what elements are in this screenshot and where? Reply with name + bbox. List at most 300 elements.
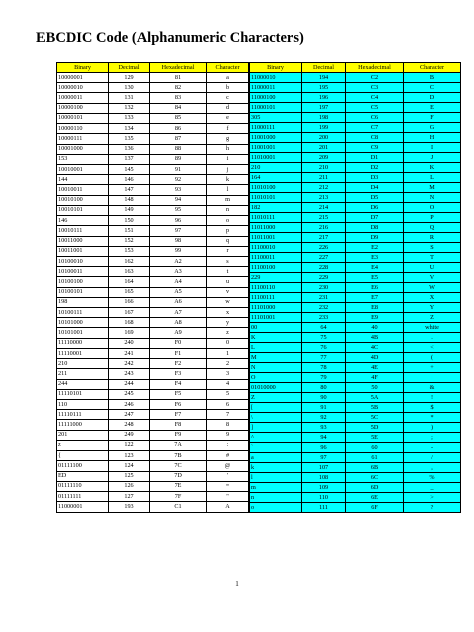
cell-character: y xyxy=(207,318,249,328)
cell-character: a xyxy=(207,73,249,83)
cell-binary: 198 xyxy=(57,297,109,307)
cell-hexadecimal: 6F xyxy=(346,503,404,513)
cell-binary: 11011000 xyxy=(250,223,302,233)
cell-hexadecimal: 5A xyxy=(346,393,404,403)
cell-hexadecimal: F2 xyxy=(150,359,207,369)
table-row xyxy=(250,223,461,233)
cell-character: ! xyxy=(404,393,461,403)
cell-character: r xyxy=(207,246,249,256)
cell-character: k xyxy=(207,175,249,185)
cell-character: # xyxy=(207,451,249,461)
cell-character: X xyxy=(404,293,461,303)
cell-hexadecimal: D2 xyxy=(346,163,404,173)
cell-character: t xyxy=(207,267,249,277)
cell-hexadecimal: E3 xyxy=(346,253,404,263)
cell-binary: 10010101 xyxy=(57,205,109,215)
cell-character: n xyxy=(207,205,249,215)
cell-character: A xyxy=(207,502,249,513)
cell-character: > xyxy=(404,493,461,503)
cell-hexadecimal: 85 xyxy=(150,113,207,123)
cell-decimal: 124 xyxy=(109,461,150,471)
cell-binary: 11010001 xyxy=(250,153,302,163)
cell-decimal: 168 xyxy=(109,318,150,328)
cell-decimal: 215 xyxy=(302,213,346,223)
cell-character: 2 xyxy=(207,359,249,369)
table-row xyxy=(57,440,249,450)
cell-hexadecimal: 87 xyxy=(150,134,207,144)
table-row xyxy=(250,413,461,423)
cell-character: p xyxy=(207,226,249,236)
cell-decimal: 217 xyxy=(302,233,346,243)
cell-character: 3 xyxy=(207,369,249,379)
cell-binary: 10000110 xyxy=(57,124,109,134)
cell-decimal: 214 xyxy=(302,203,346,213)
table-row xyxy=(250,283,461,293)
table-row xyxy=(250,273,461,283)
header-binary: Binary xyxy=(250,63,302,73)
table-row xyxy=(250,213,461,223)
cell-decimal: 199 xyxy=(302,123,346,133)
cell-decimal: 245 xyxy=(109,389,150,399)
cell-hexadecimal: 98 xyxy=(150,236,207,246)
cell-character: * xyxy=(404,413,461,423)
cell-binary: 10000100 xyxy=(57,103,109,113)
table-row xyxy=(250,463,461,473)
cell-decimal: 127 xyxy=(109,491,150,501)
table-row xyxy=(57,389,249,399)
cell-binary: 146 xyxy=(57,216,109,226)
cell-hexadecimal: 60 xyxy=(346,443,404,453)
cell-binary: 10010111 xyxy=(57,226,109,236)
cell-character: 5 xyxy=(207,389,249,399)
cell-character: c xyxy=(207,93,249,103)
cell-decimal: 92 xyxy=(302,413,346,423)
table-row xyxy=(57,287,249,297)
header-hexadecimal: Hexadecimal xyxy=(346,63,404,73)
cell-character: C xyxy=(404,83,461,93)
cell-binary: 00 xyxy=(250,323,302,333)
table-row xyxy=(250,373,461,383)
cell-decimal: 243 xyxy=(109,369,150,379)
cell-character: 4 xyxy=(207,379,249,389)
cell-binary: 10010011 xyxy=(57,185,109,195)
cell-decimal: 216 xyxy=(302,223,346,233)
cell-character: Q xyxy=(404,223,461,233)
cell-decimal: 213 xyxy=(302,193,346,203)
cell-hexadecimal: 82 xyxy=(150,83,207,93)
cell-hexadecimal: C7 xyxy=(346,123,404,133)
header-decimal: Decimal xyxy=(302,63,346,73)
cell-decimal: 240 xyxy=(109,338,150,348)
cell-binary: 10100011 xyxy=(57,267,109,277)
table-row xyxy=(250,353,461,363)
table-row xyxy=(250,473,461,483)
cell-hexadecimal: 99 xyxy=(150,246,207,256)
cell-binary: 11000001 xyxy=(57,502,109,513)
cell-hexadecimal: A2 xyxy=(150,256,207,266)
cell-character: I xyxy=(404,143,461,153)
cell-binary: 11010100 xyxy=(250,183,302,193)
cell-character: Z xyxy=(404,313,461,323)
cell-decimal: 94 xyxy=(302,433,346,443)
cell-decimal: 249 xyxy=(109,430,150,440)
cell-character: P xyxy=(404,213,461,223)
table-row xyxy=(57,308,249,318)
cell-character: b xyxy=(207,83,249,93)
cell-hexadecimal: 7D xyxy=(150,471,207,481)
cell-binary: 11101000 xyxy=(250,303,302,313)
cell-binary: K xyxy=(250,333,302,343)
cell-hexadecimal: D1 xyxy=(346,153,404,163)
table-row xyxy=(250,153,461,163)
table-row xyxy=(250,203,461,213)
cell-hexadecimal: 96 xyxy=(150,216,207,226)
table-row xyxy=(57,164,249,174)
cell-decimal: 75 xyxy=(302,333,346,343)
cell-binary: ` xyxy=(250,443,302,453)
cell-binary: 11000010 xyxy=(250,73,302,83)
table-row xyxy=(57,216,249,226)
cell-hexadecimal: A4 xyxy=(150,277,207,287)
cell-binary: 10010100 xyxy=(57,195,109,205)
cell-character: + xyxy=(404,363,461,373)
cell-character: s xyxy=(207,256,249,266)
tables-container xyxy=(56,62,461,513)
cell-decimal: 137 xyxy=(109,154,150,164)
cell-character: - xyxy=(404,443,461,453)
cell-character: J xyxy=(404,153,461,163)
cell-decimal: 146 xyxy=(109,175,150,185)
cell-hexadecimal: 88 xyxy=(150,144,207,154)
table-row xyxy=(57,144,249,154)
cell-decimal: 193 xyxy=(109,502,150,513)
table-row xyxy=(57,205,249,215)
cell-hexadecimal: 61 xyxy=(346,453,404,463)
cell-binary: 144 xyxy=(57,175,109,185)
cell-character: V xyxy=(404,273,461,283)
cell-character xyxy=(404,373,461,383)
cell-decimal: 195 xyxy=(302,83,346,93)
cell-character: , xyxy=(404,463,461,473)
cell-character: o xyxy=(207,216,249,226)
cell-hexadecimal: 4D xyxy=(346,353,404,363)
cell-decimal: 123 xyxy=(109,451,150,461)
cell-hexadecimal: E4 xyxy=(346,263,404,273)
cell-hexadecimal: F6 xyxy=(150,400,207,410)
cell-hexadecimal: 6B xyxy=(346,463,404,473)
cell-hexadecimal: 91 xyxy=(150,164,207,174)
table-row xyxy=(57,481,249,491)
cell-character: & xyxy=(404,383,461,393)
cell-hexadecimal: F3 xyxy=(150,369,207,379)
cell-character: K xyxy=(404,163,461,173)
cell-binary: k xyxy=(250,463,302,473)
cell-character: < xyxy=(404,343,461,353)
cell-binary: 10101001 xyxy=(57,328,109,338)
cell-decimal: 198 xyxy=(302,113,346,123)
cell-character: ? xyxy=(404,503,461,513)
cell-hexadecimal: F0 xyxy=(150,338,207,348)
cell-hexadecimal: 7B xyxy=(150,451,207,461)
cell-character: ) xyxy=(404,423,461,433)
table-row xyxy=(57,185,249,195)
cell-decimal: 147 xyxy=(109,185,150,195)
cell-binary: 11110001 xyxy=(57,348,109,358)
cell-binary: 229 xyxy=(250,273,302,283)
cell-decimal: 110 xyxy=(302,493,346,503)
cell-hexadecimal: 93 xyxy=(150,185,207,195)
cell-character: D xyxy=(404,93,461,103)
cell-decimal: 111 xyxy=(302,503,346,513)
cell-character: M xyxy=(404,183,461,193)
cell-decimal: 133 xyxy=(109,113,150,123)
cell-decimal: 148 xyxy=(109,195,150,205)
cell-decimal: 125 xyxy=(109,471,150,481)
table-row xyxy=(250,83,461,93)
cell-decimal: 109 xyxy=(302,483,346,493)
cell-hexadecimal: 84 xyxy=(150,103,207,113)
cell-binary: 11000111 xyxy=(250,123,302,133)
cell-character: G xyxy=(404,123,461,133)
table-row xyxy=(57,451,249,461)
cell-hexadecimal: A5 xyxy=(150,287,207,297)
cell-character: ( xyxy=(404,353,461,363)
cell-character: B xyxy=(404,73,461,83)
table-row xyxy=(250,293,461,303)
cell-binary: 11010101 xyxy=(250,193,302,203)
cell-decimal: 108 xyxy=(302,473,346,483)
table-row xyxy=(57,420,249,430)
cell-binary: 164 xyxy=(250,173,302,183)
cell-hexadecimal: 7C xyxy=(150,461,207,471)
cell-decimal: 164 xyxy=(109,277,150,287)
table-header-row xyxy=(250,63,461,73)
cell-decimal: 107 xyxy=(302,463,346,473)
cell-decimal: 90 xyxy=(302,393,346,403)
page-title: EBCDIC Code (Alphanumeric Characters) xyxy=(36,30,304,46)
cell-decimal: 129 xyxy=(109,73,150,83)
cell-decimal: 194 xyxy=(302,73,346,83)
header-decimal: Decimal xyxy=(109,63,150,73)
cell-character: u xyxy=(207,277,249,287)
cell-hexadecimal: E8 xyxy=(346,303,404,313)
cell-binary: a xyxy=(250,453,302,463)
cell-decimal: 167 xyxy=(109,308,150,318)
table-row xyxy=(57,226,249,236)
cell-binary: ] xyxy=(250,423,302,433)
cell-character: T xyxy=(404,253,461,263)
cell-character: : xyxy=(207,440,249,450)
cell-hexadecimal: C3 xyxy=(346,83,404,93)
cell-decimal: 197 xyxy=(302,103,346,113)
cell-character: R xyxy=(404,233,461,243)
table-row xyxy=(57,267,249,277)
cell-binary: 10100010 xyxy=(57,256,109,266)
cell-hexadecimal: 6C xyxy=(346,473,404,483)
cell-binary: 182 xyxy=(250,203,302,213)
table-row xyxy=(250,493,461,503)
cell-binary: 10101000 xyxy=(57,318,109,328)
table-row xyxy=(57,195,249,205)
cell-binary: z xyxy=(57,440,109,450)
cell-decimal: 231 xyxy=(302,293,346,303)
cell-decimal: 78 xyxy=(302,363,346,373)
cell-character: N xyxy=(404,193,461,203)
cell-character: H xyxy=(404,133,461,143)
cell-binary: 10000001 xyxy=(57,73,109,83)
cell-binary: M xyxy=(250,353,302,363)
cell-hexadecimal: 83 xyxy=(150,93,207,103)
cell-character: v xyxy=(207,287,249,297)
table-row xyxy=(250,423,461,433)
cell-decimal: 201 xyxy=(302,143,346,153)
cell-character: 1 xyxy=(207,348,249,358)
cell-hexadecimal: E2 xyxy=(346,243,404,253)
cell-hexadecimal: 50 xyxy=(346,383,404,393)
table-row xyxy=(250,263,461,273)
cell-hexadecimal: C6 xyxy=(346,113,404,123)
header-character: Character xyxy=(207,63,249,73)
table-row xyxy=(250,243,461,253)
cell-character: . xyxy=(404,333,461,343)
cell-character: e xyxy=(207,113,249,123)
cell-hexadecimal: 6E xyxy=(346,493,404,503)
table-row xyxy=(250,503,461,513)
header-binary: Binary xyxy=(57,63,109,73)
table-row xyxy=(250,403,461,413)
cell-hexadecimal: F4 xyxy=(150,379,207,389)
cell-decimal: 233 xyxy=(302,313,346,323)
cell-character: / xyxy=(404,453,461,463)
cell-decimal: 122 xyxy=(109,440,150,450)
cell-hexadecimal: C8 xyxy=(346,133,404,143)
cell-binary: O xyxy=(250,373,302,383)
table-row xyxy=(57,461,249,471)
cell-decimal: 152 xyxy=(109,236,150,246)
cell-decimal: 145 xyxy=(109,164,150,174)
cell-hexadecimal: 7E xyxy=(150,481,207,491)
cell-decimal: 134 xyxy=(109,124,150,134)
cell-character: U xyxy=(404,263,461,273)
table-row xyxy=(250,313,461,323)
table-row xyxy=(57,369,249,379)
cell-decimal: 200 xyxy=(302,133,346,143)
cell-decimal: 196 xyxy=(302,93,346,103)
cell-binary: 11000011 xyxy=(250,83,302,93)
table-header-row xyxy=(57,63,249,73)
cell-decimal: 227 xyxy=(302,253,346,263)
table-row xyxy=(57,236,249,246)
cell-hexadecimal: C2 xyxy=(346,73,404,83)
cell-character: 0 xyxy=(207,338,249,348)
cell-hexadecimal: D8 xyxy=(346,223,404,233)
cell-decimal: 149 xyxy=(109,205,150,215)
cell-binary: 11100100 xyxy=(250,263,302,273)
table-row xyxy=(250,193,461,203)
cell-hexadecimal: C1 xyxy=(150,502,207,513)
table-row xyxy=(57,297,249,307)
cell-character: O xyxy=(404,203,461,213)
table-row xyxy=(250,363,461,373)
cell-binary: 210 xyxy=(250,163,302,173)
table-row xyxy=(250,133,461,143)
cell-character: Y xyxy=(404,303,461,313)
cell-character: w xyxy=(207,297,249,307)
left-code-table xyxy=(56,62,249,513)
table-row xyxy=(57,175,249,185)
cell-decimal: 132 xyxy=(109,103,150,113)
table-row xyxy=(250,433,461,443)
table-row xyxy=(250,333,461,343)
cell-hexadecimal: A8 xyxy=(150,318,207,328)
table-row xyxy=(57,124,249,134)
cell-binary: 211 xyxy=(57,369,109,379)
table-row xyxy=(250,73,461,83)
cell-binary: L xyxy=(250,343,302,353)
cell-character: " xyxy=(207,491,249,501)
cell-character: W xyxy=(404,283,461,293)
table-row xyxy=(57,113,249,123)
cell-character: % xyxy=(404,473,461,483)
cell-binary: 11110111 xyxy=(57,410,109,420)
cell-character: ' xyxy=(207,471,249,481)
table-row xyxy=(57,318,249,328)
cell-binary: 11000100 xyxy=(250,93,302,103)
cell-character: l xyxy=(207,185,249,195)
cell-character: E xyxy=(404,103,461,113)
cell-character: @ xyxy=(207,461,249,471)
page-number: 1 xyxy=(235,580,239,588)
cell-decimal: 228 xyxy=(302,263,346,273)
table-row xyxy=(250,93,461,103)
cell-hexadecimal: E9 xyxy=(346,313,404,323)
table-row xyxy=(250,483,461,493)
cell-decimal: 226 xyxy=(302,243,346,253)
cell-binary: 10001000 xyxy=(57,144,109,154)
header-hexadecimal: Hexadecimal xyxy=(150,63,207,73)
cell-binary: 11100010 xyxy=(250,243,302,253)
cell-character: g xyxy=(207,134,249,144)
table-row xyxy=(57,502,249,513)
cell-binary: 244 xyxy=(57,379,109,389)
cell-hexadecimal: D9 xyxy=(346,233,404,243)
cell-decimal: 210 xyxy=(302,163,346,173)
table-row xyxy=(250,123,461,133)
cell-hexadecimal: 4C xyxy=(346,343,404,353)
cell-binary: 11001001 xyxy=(250,143,302,153)
cell-binary: 10000011 xyxy=(57,93,109,103)
cell-binary: 10000010 xyxy=(57,83,109,93)
table-row xyxy=(57,134,249,144)
cell-decimal: 136 xyxy=(109,144,150,154)
cell-binary: [ xyxy=(250,403,302,413)
cell-binary: \ xyxy=(250,413,302,423)
table-row xyxy=(57,430,249,440)
cell-hexadecimal: F1 xyxy=(150,348,207,358)
cell-hexadecimal: D6 xyxy=(346,203,404,213)
table-row xyxy=(57,410,249,420)
cell-hexadecimal: 5E xyxy=(346,433,404,443)
cell-decimal: 64 xyxy=(302,323,346,333)
cell-decimal: 80 xyxy=(302,383,346,393)
cell-hexadecimal: F8 xyxy=(150,420,207,430)
cell-binary: 11111000 xyxy=(57,420,109,430)
right-code-table xyxy=(249,62,461,513)
table-row xyxy=(57,491,249,501)
table-row xyxy=(250,453,461,463)
cell-character: F xyxy=(404,113,461,123)
cell-decimal: 96 xyxy=(302,443,346,453)
